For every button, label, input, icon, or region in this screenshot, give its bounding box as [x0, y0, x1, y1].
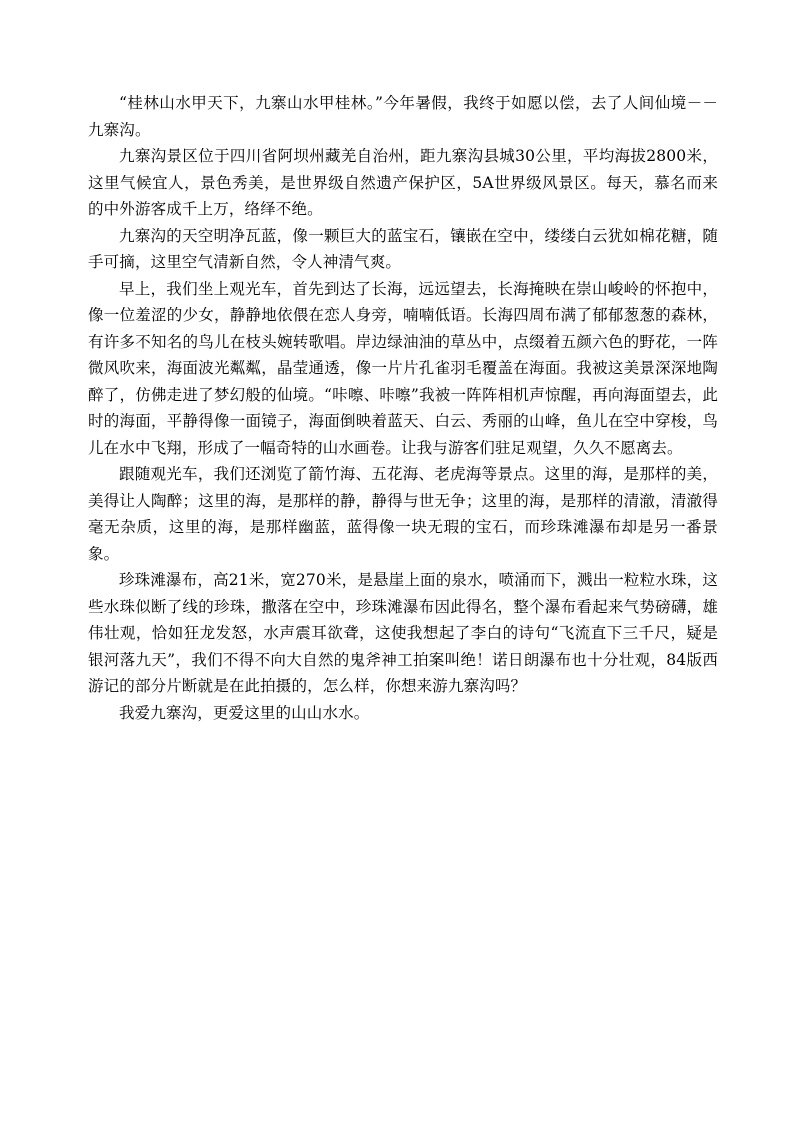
paragraph-sky: 九寨沟的天空明净瓦蓝，像一颗巨大的蓝宝石，镶嵌在空中，缕缕白云犹如棉花糖，随手可摘，这里空气清新自然，令人神清气爽。 [88, 226, 718, 271]
paragraph-lakes: 跟随观光车，我们还浏览了箭竹海、五花海、老虎海等景点。这里的海，是那样的美，美得让人陶醉；这里的海，是那样的静，静得与世无争；这里的海，是那样的清澈，清澈得毫无杂质，这里的海，是那样幽蓝，蓝得像一块无瑕的宝石，而珍珠滩瀑布却是另一番景象。 [88, 465, 718, 563]
paragraph-long-lake: 早上，我们坐上观光车，首先到达了长海，远远望去，长海掩映在崇山峻岭的怀抱中，像一位羞涩的少女，静静地依偎在恋人身旁，喃喃低语。长海四周布满了郁郁葱葱的森林，有许多不知名的鸟儿在枝头婉转歌唱。岸边绿油油的草丛中，点缀着五颜六色的野花，一阵微风吹来，海面波光粼粼，晶莹通透，像一片片孔雀羽毛覆盖在海面。我被这美景深深地陶醉了，仿佛走进了梦幻般的仙境。“咔嚓、咔嚓”我被一阵阵相机声惊醒，再向海面望去，此时的海面，平静得像一面镜子，海面倒映着蓝天、白云、秀丽的山峰，鱼儿在空中穿梭，鸟儿在水中飞翔，形成了一幅奇特的山水画卷。让我与游客们驻足观望，久久不愿离去。 [88, 279, 718, 457]
paragraph-conclusion: 我爱九寨沟，更爱这里的山山水水。 [119, 703, 370, 722]
paragraph-waterfall: 珍珠滩瀑布，高21米，宽270米，是悬崖上面的泉水，喷涌而下，溅出一粒粒水珠，这些水珠似断了线的珍珠，撒落在空中，珍珠滩瀑布因此得名，整个瀑布看起来气势磅礴，雄伟壮观，恰如狂龙发怒，水声震耳欲聋，这使我想起了李白的诗句“飞流直下三千尺，疑是银河落九天”，我们不得不向大自然的鬼斧神工拍案叫绝！诺日朗瀑布也十分壮观，84版西游记的部分片断就是在此拍摄的，怎么样，你想来游九寨沟吗？ [88, 571, 718, 695]
paragraph-intro: “桂林山水甲天下，九寨山水甲桂林。”今年暑假，我终于如愿以偿，去了人间仙境－－九寨沟。 [88, 94, 718, 139]
essay-page [88, 90, 718, 726]
paragraph-location: 九寨沟景区位于四川省阿坝州藏羌自治州，距九寨沟县城30公里，平均海拔2800米，这里气候宜人，景色秀美，是世界级自然遗产保护区，5A世界级风景区。每天，慕名而来的中外游客成千上万，络绎不绝。 [88, 147, 718, 218]
